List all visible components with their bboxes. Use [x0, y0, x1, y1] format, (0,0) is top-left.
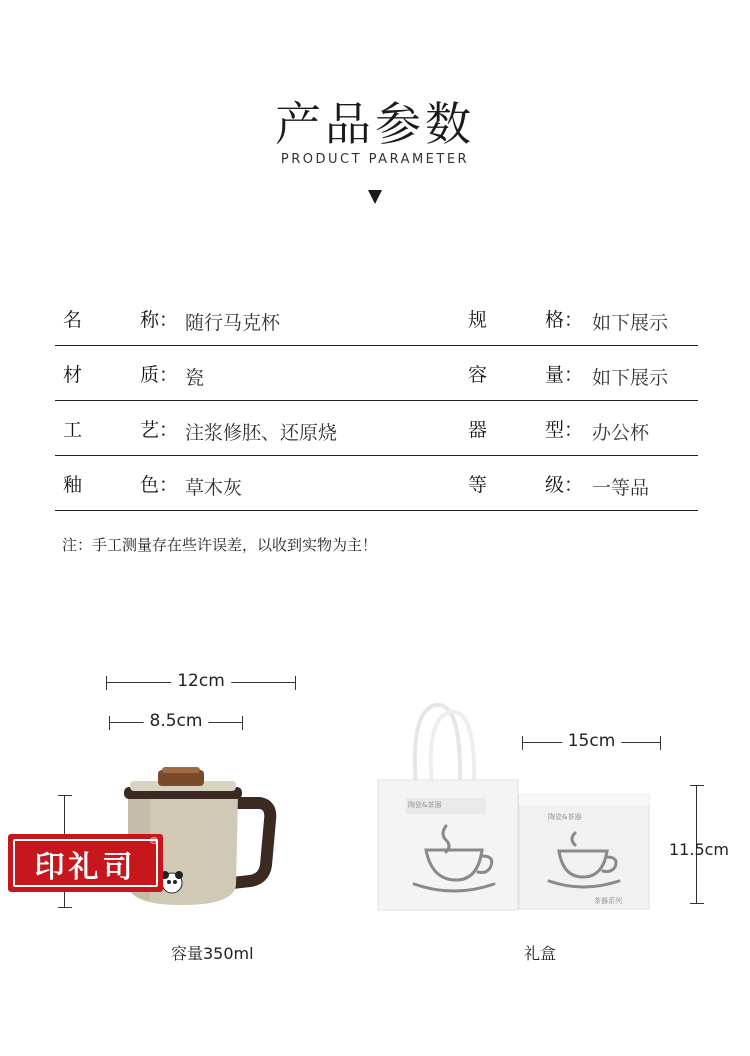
spec-row — [55, 456, 698, 511]
box-height-label: 11.5cm — [669, 840, 730, 859]
spec-key: 色： — [140, 474, 179, 496]
spec-row — [55, 401, 698, 456]
spec-key: 级： — [545, 474, 584, 496]
spec-key: 规 — [468, 309, 488, 331]
gift-box-image — [517, 793, 652, 911]
gift-bag-image — [376, 700, 521, 915]
spec-key: 型： — [545, 419, 584, 441]
spec-key: 材 — [63, 364, 83, 386]
box-width-dimension — [522, 731, 661, 751]
spec-key: 工 — [63, 419, 83, 441]
spec-key: 釉 — [63, 474, 83, 496]
spec-value: 注浆修胚、还原烧 — [185, 422, 338, 444]
bag-brand-label: 陶瓷&茶器 — [408, 801, 442, 809]
mug-outer-width-label: 12cm — [171, 671, 231, 691]
box-brand-label: 陶瓷&茶器 — [548, 813, 582, 821]
spec-row — [55, 291, 698, 346]
mug-caption: 容量350ml — [171, 944, 254, 963]
spec-key: 名 — [63, 309, 83, 331]
mug-outer-width-dimension — [106, 671, 296, 691]
mug-inner-width-dimension — [109, 711, 243, 731]
giftbox-caption: 礼盒 — [524, 944, 557, 963]
brand-stamp-logo — [8, 834, 163, 892]
registered-mark: ® — [149, 836, 159, 847]
measurement-note: 注：手工测量存在些许误差，以收到实物为主！ — [62, 536, 378, 554]
box-width-label: 15cm — [562, 731, 622, 751]
page-subtitle: PRODUCT PARAMETER — [280, 152, 470, 167]
spec-key: 容 — [468, 364, 488, 386]
box-footer-label: 茶器系列 — [594, 897, 622, 905]
spec-key: 称： — [140, 309, 179, 331]
brand-stamp-text: 印礼司 — [34, 850, 137, 885]
spec-key: 质： — [140, 364, 179, 386]
spec-key: 艺： — [140, 419, 179, 441]
spec-value: 办公杯 — [592, 422, 650, 444]
spec-value: 如下展示 — [592, 367, 669, 389]
page-title: 产品参数 — [275, 97, 475, 151]
spec-key: 器 — [468, 419, 488, 441]
spec-value: 一等品 — [592, 477, 650, 499]
spec-table — [55, 291, 698, 511]
spec-key: 量： — [545, 364, 584, 386]
down-arrow-icon — [368, 190, 382, 204]
spec-row — [55, 346, 698, 401]
mug-inner-width-label: 8.5cm — [144, 711, 209, 731]
spec-value: 随行马克杯 — [185, 312, 281, 334]
spec-value: 瓷 — [185, 367, 205, 389]
spec-key: 格： — [545, 309, 584, 331]
spec-value: 草木灰 — [185, 477, 243, 499]
spec-value: 如下展示 — [592, 312, 669, 334]
spec-key: 等 — [468, 474, 488, 496]
